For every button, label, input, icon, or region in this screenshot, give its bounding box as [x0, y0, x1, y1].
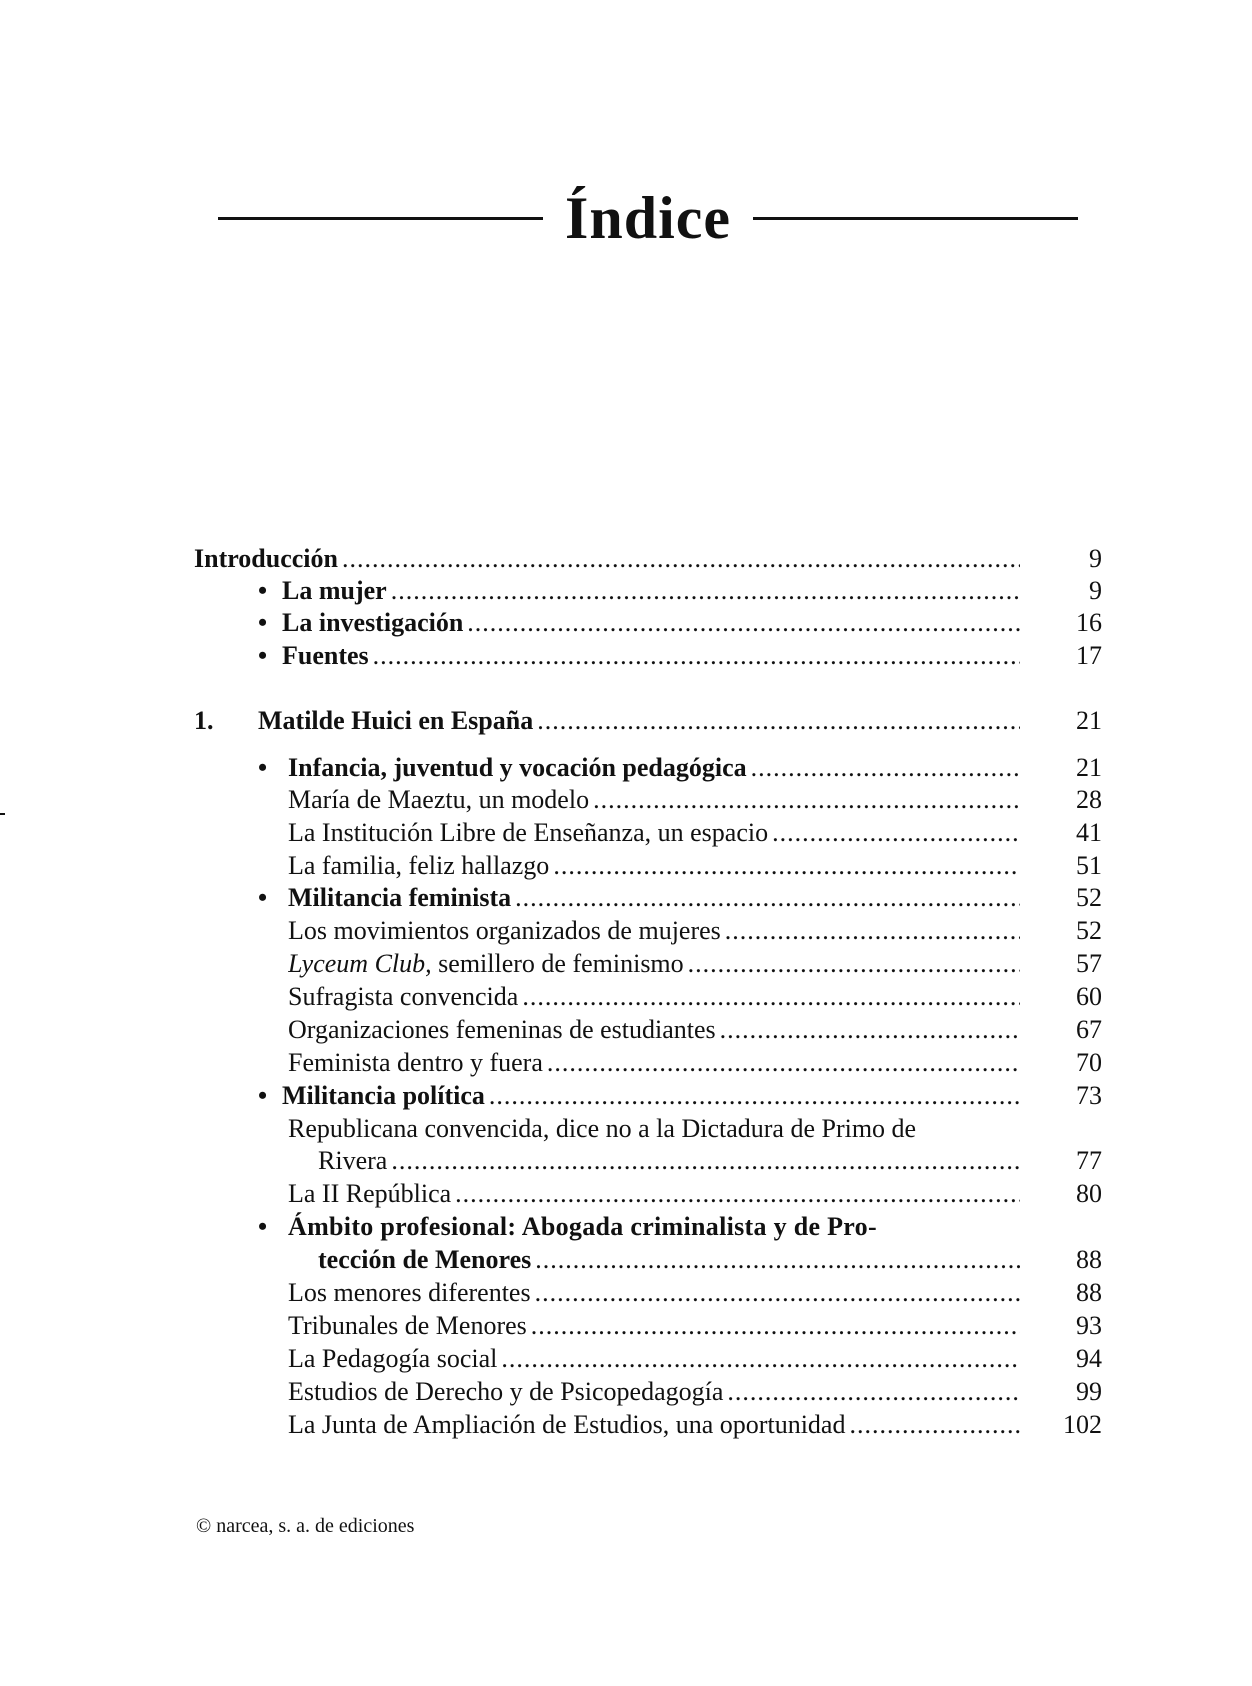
leader-dots — [455, 1178, 1020, 1210]
leader-dots — [522, 981, 1020, 1013]
toc-page-number: 94 — [1076, 1344, 1102, 1373]
toc-page-number: 9 — [1089, 576, 1102, 605]
toc-entry-line — [288, 1014, 1020, 1046]
toc-label: Organizaciones femeninas de estudiantes — [288, 1014, 720, 1046]
toc-label: Militancia feminista — [288, 882, 515, 914]
toc-entry-line — [288, 948, 1020, 980]
leader-dots — [535, 1277, 1020, 1309]
toc-entry — [0, 784, 1252, 816]
leader-dots — [537, 705, 1020, 737]
toc-entry-line — [288, 915, 1020, 947]
leader-dots — [593, 784, 1020, 816]
toc-entry-line — [288, 817, 1020, 849]
toc-page-number: 57 — [1076, 949, 1102, 978]
toc-section-militancia-politica — [0, 1080, 1252, 1112]
toc-page-number: 70 — [1076, 1048, 1102, 1077]
toc-entry-line — [318, 1145, 1020, 1177]
toc-label: Los menores diferentes — [288, 1277, 535, 1309]
leader-dots — [501, 1343, 1020, 1375]
toc-page-number: 41 — [1076, 818, 1102, 847]
toc-page-number: 17 — [1076, 641, 1102, 670]
toc-entry — [0, 1343, 1252, 1375]
toc-section-ambito — [0, 1244, 1252, 1276]
toc-label: Tribunales de Menores — [288, 1310, 531, 1342]
toc-entry — [0, 1178, 1252, 1210]
toc-entry-line — [288, 1409, 1020, 1441]
bullet-icon: • — [258, 608, 268, 637]
toc-page-number: 16 — [1076, 608, 1102, 637]
page-title: Índice — [564, 185, 732, 251]
toc-page-number: 67 — [1076, 1015, 1102, 1044]
copyright-footer: © narcea, s. a. de ediciones — [196, 1515, 415, 1537]
toc-page-number: 99 — [1076, 1377, 1102, 1406]
toc-page-number: 77 — [1076, 1146, 1102, 1175]
toc-label: La Junta de Ampliación de Estudios, una oportunidad — [288, 1409, 849, 1441]
toc-entry-introduccion — [0, 543, 1252, 575]
toc-entry-line — [282, 575, 1020, 607]
toc-page-number: 21 — [1076, 753, 1102, 782]
toc-entry-line — [288, 752, 1020, 784]
toc-page-number: 9 — [1089, 544, 1102, 573]
leader-dots — [751, 752, 1020, 784]
toc-page-number: 80 — [1076, 1179, 1102, 1208]
toc-label: La familia, feliz hallazgo — [288, 850, 553, 882]
toc-entry — [0, 948, 1252, 980]
toc-label: María de Maeztu, un modelo — [288, 784, 593, 816]
toc-entry — [0, 1376, 1252, 1408]
toc-label: Los movimientos organizados de mujeres — [288, 915, 725, 947]
bullet-icon: • — [258, 753, 268, 782]
leader-dots — [849, 1409, 1020, 1441]
toc-label: La mujer — [282, 575, 391, 607]
toc-label: Matilde Huici en España — [258, 705, 537, 737]
toc-entry-line — [288, 1376, 1020, 1408]
toc-label: Introducción — [194, 543, 342, 575]
toc-entry — [0, 1310, 1252, 1342]
leader-dots — [553, 850, 1020, 882]
toc-entry — [0, 1277, 1252, 1309]
leader-dots — [342, 543, 1020, 575]
leader-dots — [391, 1145, 1020, 1177]
toc-page-number: 88 — [1076, 1245, 1102, 1274]
toc-label: Estudios de Derecho y de Psicopedagogía — [288, 1376, 727, 1408]
toc-entry — [0, 1014, 1252, 1046]
toc-entry-line — [282, 1080, 1020, 1112]
toc-entry — [0, 1145, 1252, 1177]
toc-entry — [0, 850, 1252, 882]
toc-entry-line — [288, 981, 1020, 1013]
toc-label: Fuentes — [282, 640, 373, 672]
toc-entry-line — [282, 607, 1020, 639]
toc-entry-line — [288, 1047, 1020, 1079]
leader-dots — [688, 948, 1020, 980]
toc-label-line1: Ámbito profesional: Abogada criminalista y de Pro- — [288, 1212, 877, 1241]
toc-entry-line — [288, 850, 1020, 882]
leader-dots — [531, 1310, 1020, 1342]
toc-page-number: 28 — [1076, 785, 1102, 814]
leader-dots — [727, 1376, 1020, 1408]
toc-entry — [0, 981, 1252, 1013]
toc-entry — [0, 1409, 1252, 1441]
toc-entry-line — [288, 784, 1020, 816]
toc-page-number: 73 — [1076, 1081, 1102, 1110]
bullet-icon: • — [258, 576, 268, 605]
toc-chapter-1 — [0, 705, 1252, 737]
toc-entry-line — [288, 1277, 1020, 1309]
bullet-icon: • — [258, 883, 268, 912]
toc-entry-line1 — [0, 1113, 1252, 1145]
toc-page-number: 51 — [1076, 851, 1102, 880]
toc-label: La investigación — [282, 607, 467, 639]
toc-entry — [0, 915, 1252, 947]
toc-entry-line — [288, 1343, 1020, 1375]
toc-entry-line — [282, 640, 1020, 672]
toc-page-number: 102 — [1063, 1410, 1102, 1439]
toc-label: Infancia, juventud y vocación pedagógica — [288, 752, 751, 784]
toc-label: Feminista dentro y fuera — [288, 1047, 547, 1079]
leader-dots — [489, 1080, 1020, 1112]
toc-section-ambito-line1 — [0, 1211, 1252, 1243]
toc-section-infancia — [0, 752, 1252, 784]
toc-label: La II República — [288, 1178, 455, 1210]
toc-label: La Institución Libre de Enseñanza, un espacio — [288, 817, 772, 849]
leader-dots — [373, 640, 1020, 672]
bullet-icon: • — [258, 1212, 268, 1241]
leader-dots — [725, 915, 1020, 947]
leader-dots — [720, 1014, 1020, 1046]
toc-entry-fuentes — [0, 640, 1252, 672]
toc-page-number: 52 — [1076, 916, 1102, 945]
toc-label: Rivera — [318, 1145, 391, 1177]
toc-page-number: 88 — [1076, 1278, 1102, 1307]
toc-label-rest: semillero de feminismo — [431, 949, 684, 978]
bullet-icon: • — [258, 641, 268, 670]
leader-dots — [535, 1244, 1020, 1276]
toc-label — [288, 948, 688, 980]
toc-label: Militancia política — [282, 1080, 489, 1112]
toc-label: Sufragista convencida — [288, 981, 522, 1013]
toc-entry — [0, 1047, 1252, 1079]
toc-entry-line — [194, 543, 1020, 575]
toc-label-line1: Republicana convencida, dice no a la Dictadura de Primo de — [288, 1114, 917, 1143]
toc-entry-line — [258, 705, 1020, 737]
chapter-number: 1. — [194, 706, 214, 735]
bullet-icon: • — [258, 1081, 268, 1110]
toc-entry-la-mujer — [0, 575, 1252, 607]
leader-dots — [547, 1047, 1020, 1079]
toc-page-number: 60 — [1076, 982, 1102, 1011]
toc-entry — [0, 817, 1252, 849]
toc-entry-line — [288, 882, 1020, 914]
toc-section-militancia-feminista — [0, 882, 1252, 914]
toc-label: La Pedagogía social — [288, 1343, 501, 1375]
toc-entry-la-investigacion — [0, 607, 1252, 639]
leader-dots — [772, 817, 1020, 849]
toc-page-number: 93 — [1076, 1311, 1102, 1340]
leader-dots — [391, 575, 1020, 607]
toc-entry-line — [288, 1310, 1020, 1342]
toc-entry-line — [288, 1178, 1020, 1210]
toc-label-italic: Lyceum Club, — [288, 949, 432, 978]
leader-dots — [467, 607, 1020, 639]
toc-entry-line — [318, 1244, 1020, 1276]
toc-page-number: 21 — [1076, 706, 1102, 735]
toc-page-number: 52 — [1076, 883, 1102, 912]
toc-label: tección de Menores — [318, 1244, 535, 1276]
leader-dots — [515, 882, 1020, 914]
